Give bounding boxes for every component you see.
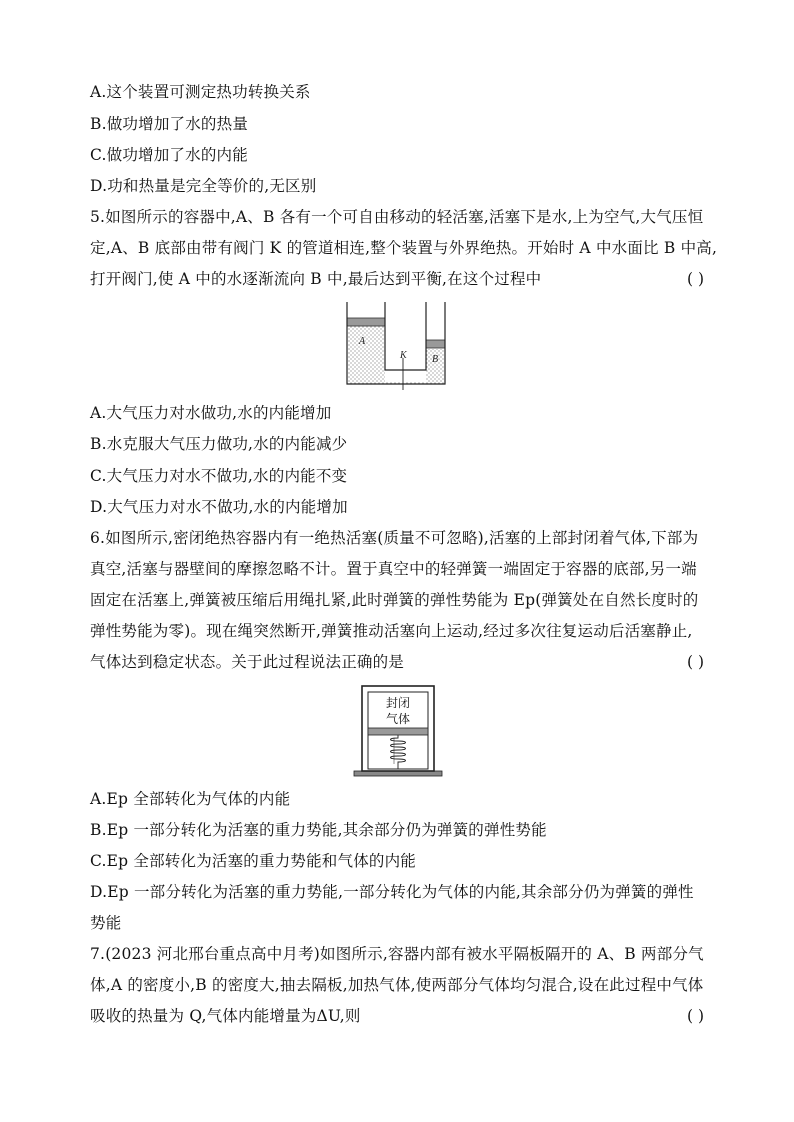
gas-label-line-2: 气体 xyxy=(385,712,411,726)
q6-option-b: B.Ep 一部分转化为活塞的重力势能,其余部分仍为弹簧的弹性势能 xyxy=(90,821,547,839)
q6-container-figure xyxy=(352,682,444,782)
q6-stem-line-3: 固定在活塞上,弹簧被压缩后用绳扎紧,此时弹簧的弹性势能为 Ep(弹簧处在自然长度时的 xyxy=(90,591,699,609)
label-k: K xyxy=(400,350,407,361)
piston-a xyxy=(347,318,385,326)
q4-option-d: D.功和热量是完全等价的,无区别 xyxy=(90,177,317,195)
label-b: B xyxy=(432,354,439,365)
q5-stem-line-2: 定,A、B 底部由带有阀门 K 的管道相连,整个装置与外界绝热。开始时 A 中水面比 B 中高, xyxy=(90,239,718,257)
q5-option-b: B.水克服大气压力做功,水的内能减少 xyxy=(90,435,348,453)
q7-answer-paren: ( ) xyxy=(686,1007,704,1025)
q6-stem-line-1: 6.如图所示,密闭绝热容器内有一绝热活塞(质量不可忽略),活塞的上部封闭着气体,下部为 xyxy=(90,529,699,547)
q5-stem-line-1: 5.如图所示的容器中,A、B 各有一个可自由移动的轻活塞,活塞下是水,上为空气,大气压恒 xyxy=(90,208,704,226)
q6-option-d: D.Ep 一部分转化为活塞的重力势能,一部分转化为气体的内能,其余部分仍为弹簧的弹性 xyxy=(90,883,694,901)
q7-stem-line-2: 体,A 的密度小,B 的密度大,抽去隔板,加热气体,使两部分气体均匀混合,设在此过程中气体 xyxy=(90,976,704,994)
label-a: A xyxy=(359,336,366,347)
q4-option-c: C.做功增加了水的内能 xyxy=(90,146,248,164)
q5-option-c: C.大气压力对水不做功,水的内能不变 xyxy=(90,467,348,485)
q6-stem-line-4: 弹性势能为零)。现在绳突然断开,弹簧推动活塞向上运动,经过多次往复运动后活塞静止, xyxy=(90,622,693,640)
piston-b xyxy=(426,340,445,348)
q5-stem-line-3: 打开阀门,使 A 中的水逐渐流向 B 中,最后达到平衡,在这个过程中 xyxy=(90,270,542,288)
q5-answer-paren: ( ) xyxy=(686,270,704,288)
gas-label-line-1: 封闭 xyxy=(385,696,411,710)
q7-stem-line-1: 7.(2023 河北邢台重点高中月考)如图所示,容器内部有被水平隔板隔开的 A、B 两部分气 xyxy=(90,945,704,963)
q5-container-figure xyxy=(340,300,455,392)
q4-option-b: B.做功增加了水的热量 xyxy=(90,115,249,133)
q6-option-c: C.Ep 全部转化为活塞的重力势能和气体的内能 xyxy=(90,852,416,870)
piston xyxy=(368,728,428,735)
q6-stem-line-5: 气体达到稳定状态。关于此过程说法正确的是 xyxy=(90,653,405,671)
q7-stem-line-3: 吸收的热量为 Q,气体内能增量为ΔU,则 xyxy=(90,1007,361,1025)
q4-option-a: A.这个装置可测定热功转换关系 xyxy=(90,83,311,101)
q5-option-a: A.大气压力对水做功,水的内能增加 xyxy=(90,404,332,422)
q6-option-d-continued: 势能 xyxy=(90,914,122,932)
q5-option-d: D.大气压力对水不做功,水的内能增加 xyxy=(90,498,348,516)
q6-option-a: A.Ep 全部转化为气体的内能 xyxy=(90,790,291,808)
q6-stem-line-2: 真空,活塞与器壁间的摩擦忽略不计。置于真空中的轻弹簧一端固定于容器的底部,另一端 xyxy=(90,560,697,578)
q6-answer-paren: ( ) xyxy=(686,653,704,671)
